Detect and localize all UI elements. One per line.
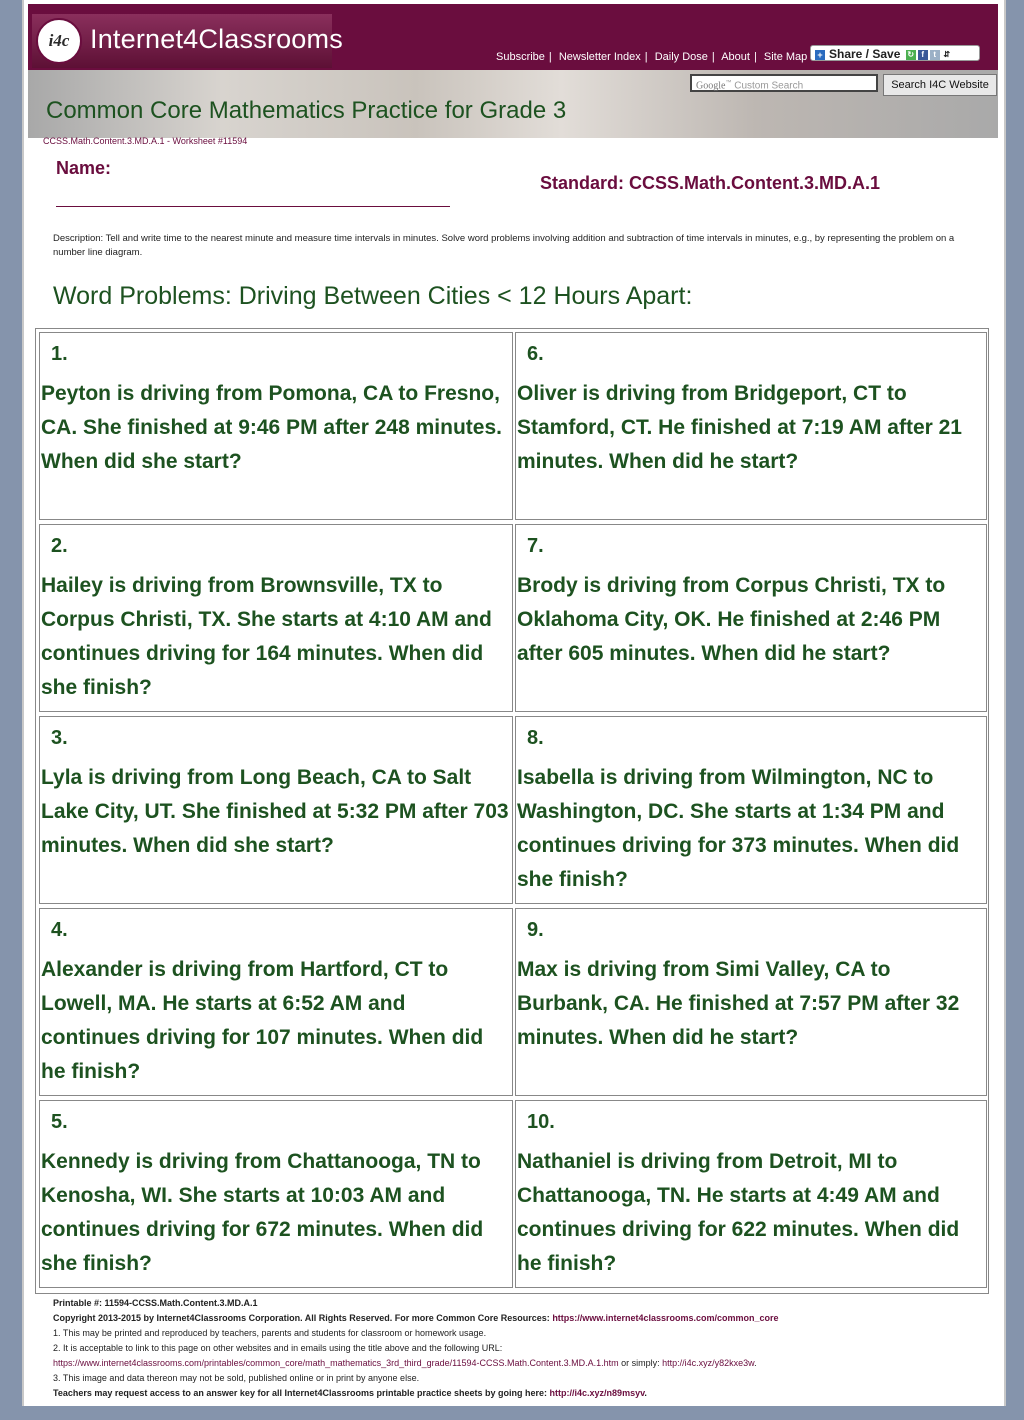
nav-link-subscribe[interactable]: Subscribe xyxy=(496,51,545,63)
search-input[interactable]: Google™ Custom Search xyxy=(690,74,878,92)
google-logo: Google xyxy=(696,80,726,92)
logo-icon: i4c xyxy=(36,18,82,64)
problem-number: 8. xyxy=(527,727,544,749)
site-logo[interactable] xyxy=(32,14,343,68)
problem-number: 4. xyxy=(51,919,68,941)
description: Description: Tell and write time to the nearest minute and measure time intervals in minutes. Solve word problems involving addition and subtraction of time intervals in minutes, e.g., by representing the problem on a number line diagram. xyxy=(53,233,955,258)
footer-line-2: 2. It is acceptable to link to this page on other websites and in emails using the title above and the following URL: xyxy=(53,1343,503,1353)
footer-url-line xyxy=(53,1356,983,1371)
standard-label: Standard: CCSS.Math.Content.3.MD.A.1 xyxy=(540,173,881,193)
top-nav: Subscribe | Newsletter Index | Daily Dose | About | Site Map xyxy=(496,51,808,63)
problem-text: Alexander is driving from Hartford, CT to Lowell, MA. He starts at 6:52 AM and continues driving for 107 minutes. When did he finish? xyxy=(41,958,484,1083)
twitter-icon: t xyxy=(930,50,940,60)
share-label: Share / Save xyxy=(829,47,901,61)
name-line xyxy=(56,206,450,207)
page-title: Common Core Mathematics Practice for Grade 3 xyxy=(46,97,567,124)
site-header xyxy=(28,4,998,138)
problem-cell xyxy=(39,908,513,1096)
problem-number: 5. xyxy=(51,1111,68,1133)
share-green-icon: ↻ xyxy=(907,49,915,59)
problem-text: Peyton is driving from Pomona, CA to Fresno, CA. She finished at 9:46 PM after 248 minutes. When did she start? xyxy=(41,382,502,473)
problem-cell xyxy=(39,1100,513,1288)
page xyxy=(22,0,1006,1406)
problem-text: Oliver is driving from Bridgeport, CT to Stamford, CT. He finished at 7:19 AM after 21 minutes. When did he start? xyxy=(517,382,962,473)
answer-key-text: Teachers may request access to an answer key for all Internet4Classrooms printable practice sheets by going here: xyxy=(53,1388,548,1398)
share-plus-icon: + xyxy=(815,50,825,60)
footer xyxy=(53,1296,983,1401)
short-url-link[interactable]: http://i4c.xyz/y82kxe3w xyxy=(662,1358,755,1368)
problem-number: 6. xyxy=(527,343,544,365)
problem-cell xyxy=(515,908,987,1096)
answer-end-text: . xyxy=(644,1388,647,1398)
problem-number: 7. xyxy=(527,535,544,557)
problem-text: Hailey is driving from Brownsville, TX to Corpus Christi, TX. She starts at 4:10 AM and continues driving for 164 minutes. When did she finish? xyxy=(41,574,492,699)
answer-key-link[interactable]: http://i4c.xyz/n89msyv xyxy=(549,1388,645,1398)
url-end-text: . xyxy=(754,1358,757,1368)
search-button[interactable]: Search I4C Website xyxy=(883,74,997,96)
problem-text: Max is driving from Simi Valley, CA to Burbank, CA. He finished at 7:57 PM after 32 minutes. When did he start? xyxy=(517,958,960,1049)
search-placeholder: Custom Search xyxy=(734,80,804,92)
problem-number: 2. xyxy=(51,535,68,557)
problem-cell xyxy=(39,524,513,712)
worksheet-url-link[interactable]: https://www.internet4classrooms.com/printables/common_core/math_mathematics_3rd_third_grade/11594-CCSS.Math.Content.3.MD.A.1.htm xyxy=(53,1358,619,1368)
share-save-button[interactable] xyxy=(810,45,980,61)
url-or-text: or simply: xyxy=(618,1358,663,1368)
answer-key-note xyxy=(53,1386,983,1401)
problem-text: Lyla is driving from Long Beach, CA to Salt Lake City, UT. She finished at 5:32 PM after 703 minutes. When did she start? xyxy=(41,766,509,857)
copyright-text: Copyright 2013-2015 by Internet4Classrooms Corporation. All Rights Reserved. For more Common Core Resources: xyxy=(53,1313,550,1323)
problem-cell xyxy=(39,716,513,904)
copyright xyxy=(53,1311,983,1326)
problem-number: 1. xyxy=(51,343,68,365)
chevron-updown-icon: ⇵ xyxy=(943,49,951,59)
nav-link-daily-dose[interactable]: Daily Dose xyxy=(654,51,708,63)
problem-cell xyxy=(515,1100,987,1288)
breadcrumb: CCSS.Math.Content.3.MD.A.1 - Worksheet #11594 xyxy=(43,136,248,146)
problem-cell xyxy=(39,332,513,520)
problem-number: 10. xyxy=(527,1111,555,1133)
problem-text: Kennedy is driving from Chattanooga, TN to Kenosha, WI. She starts at 10:03 AM and continues driving for 672 minutes. When did she finish? xyxy=(41,1150,484,1275)
problem-grid xyxy=(35,328,989,1294)
logo-brand-text: Internet4Classrooms xyxy=(90,24,343,54)
nav-link-site-map[interactable]: Site Map xyxy=(763,51,808,63)
nav-link-newsletter-index[interactable]: Newsletter Index xyxy=(558,51,641,63)
footer-line-1: 1. This may be printed and reproduced by teachers, parents and students for classroom or homework usage. xyxy=(53,1328,487,1338)
footer-line-3: 3. This image and data thereon may not be sold, published online or in print by anyone else. xyxy=(53,1373,420,1383)
nav-link-about[interactable]: About xyxy=(721,51,750,63)
common-core-link[interactable]: https://www.internet4classrooms.com/common_core xyxy=(552,1313,779,1323)
name-label: Name: xyxy=(56,158,112,178)
problem-number: 3. xyxy=(51,727,68,749)
problem-text: Nathaniel is driving from Detroit, MI to Chattanooga, TN. He starts at 4:49 AM and continues driving for 622 minutes. When did he finish? xyxy=(517,1150,960,1275)
problem-cell xyxy=(515,332,987,520)
problem-text: Brody is driving from Corpus Christi, TX to Oklahoma City, OK. He finished at 2:46 PM after 605 minutes. When did he start? xyxy=(517,574,946,665)
printable-number: Printable #: 11594-CCSS.Math.Content.3.MD.A.1 xyxy=(53,1298,258,1308)
problem-cell xyxy=(515,716,987,904)
section-title: Word Problems: Driving Between Cities < 12 Hours Apart: xyxy=(53,282,693,310)
facebook-icon: f xyxy=(918,50,928,60)
problem-number: 9. xyxy=(527,919,544,941)
problem-text: Isabella is driving from Wilmington, NC to Washington, DC. She starts at 1:34 PM and continues driving for 373 minutes. When did she finish? xyxy=(517,766,960,891)
problem-cell xyxy=(515,524,987,712)
top-bar xyxy=(28,4,998,70)
